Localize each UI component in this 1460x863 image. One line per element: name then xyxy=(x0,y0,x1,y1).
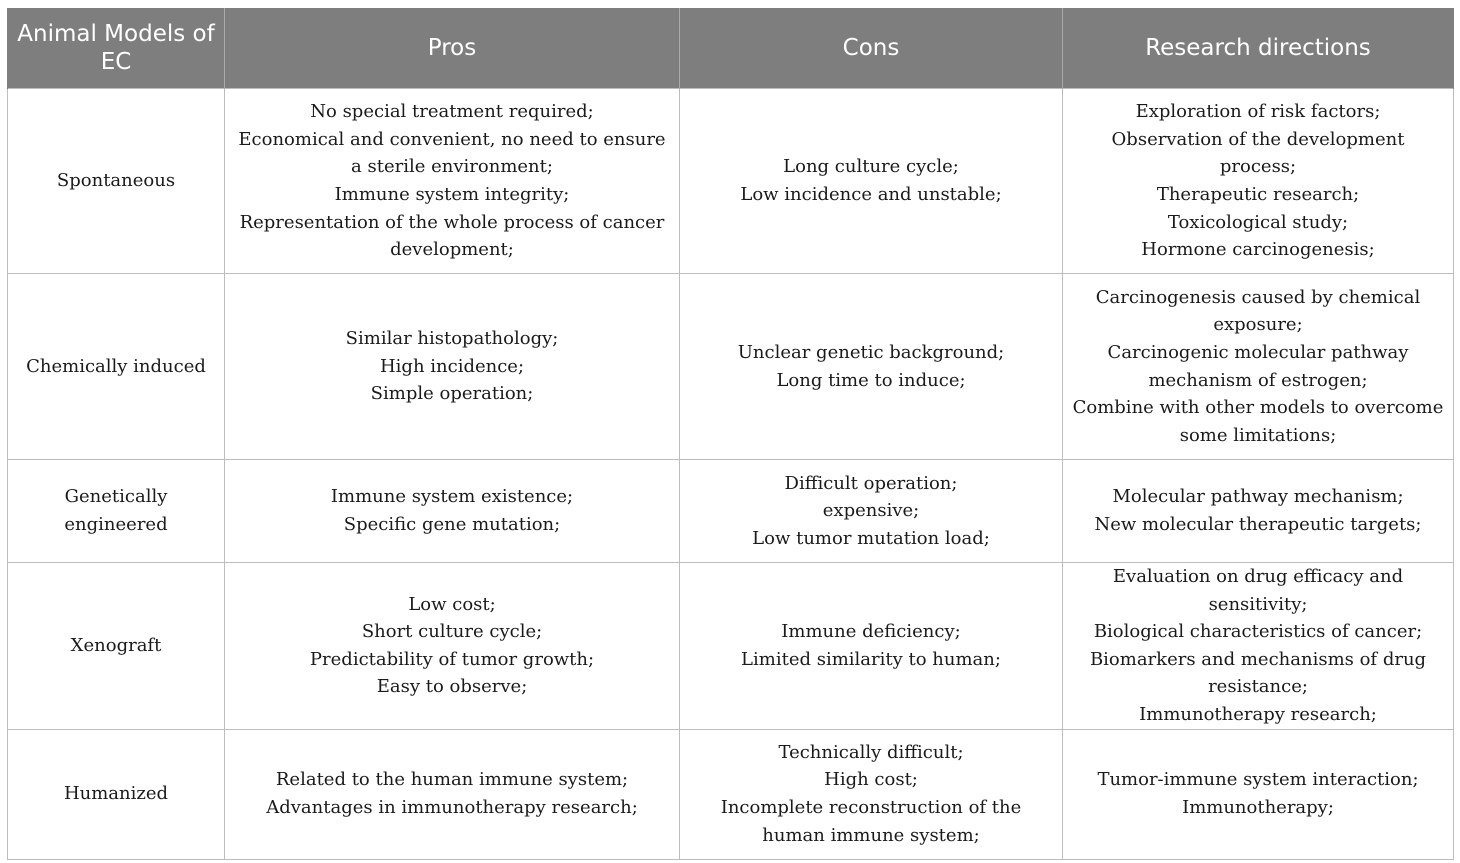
cons-cell: Unclear genetic background; Long time to induce; xyxy=(680,274,1063,460)
animal-models-table xyxy=(7,8,1454,860)
research-cell: Molecular pathway mechanism; New molecular therapeutic targets; xyxy=(1063,460,1454,563)
table-body xyxy=(8,89,1454,860)
table-row xyxy=(8,89,1454,274)
research-cell: Carcinogenesis caused by chemical exposure; Carcinogenic molecular pathway mechanism of estrogen; Combine with other models to overcome some limitations; xyxy=(1063,274,1454,460)
animal-models-table-container xyxy=(7,8,1453,860)
model-cell: Spontaneous xyxy=(8,89,225,274)
header-cons: Cons xyxy=(680,8,1063,89)
header-pros: Pros xyxy=(225,8,680,89)
pros-cell: No special treatment required; Economical and convenient, no need to ensure a sterile environment; Immune system integrity; Representation of the whole process of cancer development; xyxy=(225,89,680,274)
table-row xyxy=(8,729,1454,859)
table-header xyxy=(8,8,1454,89)
cons-cell: Long culture cycle; Low incidence and unstable; xyxy=(680,89,1063,274)
table-row xyxy=(8,274,1454,460)
model-cell: Genetically engineered xyxy=(8,460,225,563)
research-cell: Evaluation on drug efficacy and sensitivity; Biological characteristics of cancer; Biomarkers and mechanisms of drug resistance; Immunotherapy research; xyxy=(1063,563,1454,730)
pros-cell: Immune system existence; Specific gene mutation; xyxy=(225,460,680,563)
cons-cell: Difficult operation; expensive; Low tumor mutation load; xyxy=(680,460,1063,563)
table-row xyxy=(8,460,1454,563)
pros-cell: Related to the human immune system; Advantages in immunotherapy research; xyxy=(225,729,680,859)
model-cell: Xenograft xyxy=(8,563,225,730)
header-row xyxy=(8,8,1454,89)
header-animal-models: Animal Models of EC xyxy=(8,8,225,89)
research-cell: Tumor-immune system interaction; Immunotherapy; xyxy=(1063,729,1454,859)
table-row xyxy=(8,563,1454,730)
pros-cell: Low cost; Short culture cycle; Predictability of tumor growth; Easy to observe; xyxy=(225,563,680,730)
cons-cell: Immune deficiency; Limited similarity to human; xyxy=(680,563,1063,730)
model-cell: Chemically induced xyxy=(8,274,225,460)
research-cell: Exploration of risk factors; Observation of the development process; Therapeutic research; Toxicological study; Hormone carcinogenesis; xyxy=(1063,89,1454,274)
cons-cell: Technically difficult; High cost; Incomplete reconstruction of the human immune system; xyxy=(680,729,1063,859)
pros-cell: Similar histopathology; High incidence; Simple operation; xyxy=(225,274,680,460)
model-cell: Humanized xyxy=(8,729,225,859)
header-research-directions: Research directions xyxy=(1063,8,1454,89)
